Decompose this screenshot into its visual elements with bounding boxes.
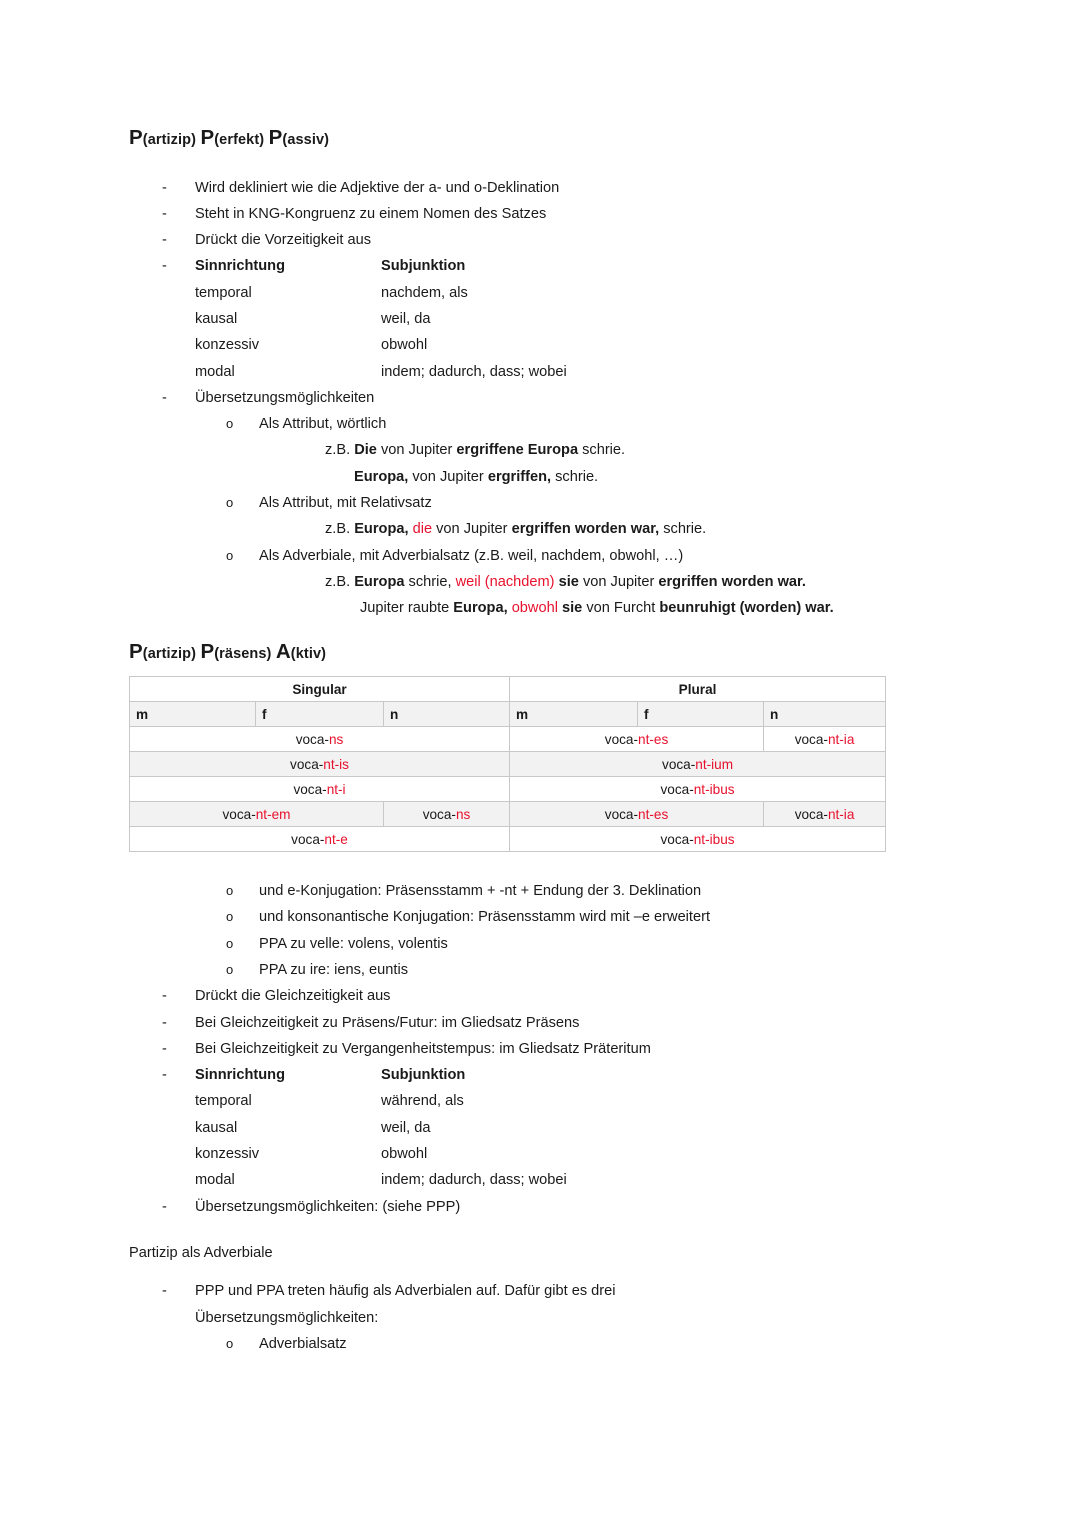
list-item-uebersetzung — [129, 1194, 929, 1220]
paradigm-gender-pl-m: m — [510, 702, 638, 727]
paradigm-cell-ending: nt-es — [638, 806, 669, 822]
list-item-label: PPP und PPA treten häufig als Adverbialen auf. Dafür gibt es drei — [195, 1283, 616, 1300]
example-segment: schrie. — [578, 442, 626, 459]
example-line — [129, 516, 929, 542]
heading-ppp-letter-1: P — [129, 126, 143, 149]
example-segment: von Jupiter — [408, 468, 488, 485]
heading-ppa-paren-2: (räsens) — [214, 645, 272, 662]
sinnrichtung-row — [129, 306, 929, 332]
list-item-label: Drückt die Vorzeitigkeit aus — [195, 232, 372, 249]
example-line — [129, 437, 929, 463]
example-red-segment: die — [412, 521, 433, 538]
paradigm-gender-header-row — [130, 702, 886, 727]
list-item-label: Steht in KNG-Kongruenz zu einem Nomen des Satzes — [195, 205, 547, 222]
sub-list-item-label: und e-Konjugation: Präsensstamm + -nt + Endung der 3. Deklination — [259, 883, 702, 900]
paradigm-header-plural: Plural — [510, 677, 886, 702]
dash-marker: - — [162, 1198, 167, 1215]
list-item-sinnrichtung-header — [129, 1062, 929, 1088]
circle-marker: o — [226, 495, 234, 511]
sub-list-item — [129, 411, 929, 437]
paradigm-cell — [384, 802, 510, 827]
example-bold-segment: Europa, — [354, 521, 409, 538]
paradigm-gender-pl-n: n — [764, 702, 886, 727]
dash-marker: - — [162, 232, 167, 249]
heading-ppp-letter-2: P — [200, 126, 215, 149]
example-bold-segment: Europa, — [453, 600, 508, 617]
sub-list-item-label: Als Attribut, mit Relativsatz — [259, 495, 432, 512]
paradigm-cell-ending: nt-em — [255, 806, 291, 822]
heading-ppa-letter-1: P — [129, 639, 143, 663]
paradigm-cell-ending: nt-is — [323, 756, 349, 772]
sub-list-item — [129, 1331, 929, 1357]
sinnrichtung-row-right: indem; dadurch, dass; wobei — [381, 363, 567, 380]
sub-list-item — [129, 931, 929, 957]
circle-marker: o — [226, 909, 234, 925]
example-segment: schrie, — [404, 573, 456, 590]
paradigm-cell — [764, 727, 886, 752]
paradigm-cell-stem: voca- — [604, 731, 639, 747]
list-item — [129, 1036, 929, 1062]
document-content — [129, 128, 929, 1357]
example-bold-segment: Die — [354, 442, 377, 459]
dash-marker: - — [162, 988, 167, 1005]
list-item-label: Bei Gleichzeitigkeit zu Präsens/Futur: im Gliedsatz Präsens — [195, 1014, 580, 1031]
heading-ppa — [129, 639, 929, 663]
ppa-paradigm-table — [129, 676, 886, 852]
dash-marker: - — [162, 1283, 167, 1300]
paradigm-cell-ending: nt-ia — [827, 731, 855, 747]
list-item-label: Übersetzungsmöglichkeiten: (siehe PPP) — [195, 1198, 461, 1215]
sinnrichtung-header-right: Subjunktion — [381, 1067, 466, 1084]
example-segment: schrie. — [551, 468, 599, 485]
sub-list-item — [129, 543, 929, 569]
sinnrichtung-row-left: konzessiv — [195, 337, 260, 354]
sinnrichtung-row — [129, 1115, 929, 1141]
paradigm-cell-stem: voca- — [604, 806, 639, 822]
paradigm-cell — [510, 827, 886, 852]
example-red-segment: weil (nachdem) — [455, 573, 555, 590]
dash-marker: - — [162, 205, 167, 222]
circle-marker: o — [226, 416, 234, 432]
paradigm-cell-stem: voca- — [422, 806, 456, 822]
list-item — [129, 227, 929, 253]
paradigm-cell-ending: ns — [455, 806, 471, 822]
sinnrichtung-header-left: Sinnrichtung — [195, 258, 285, 275]
spacer — [129, 622, 929, 642]
sinnrichtung-row — [129, 1167, 929, 1193]
paradigm-number-header-row — [130, 677, 886, 702]
example-prefix: z.B. — [325, 442, 355, 459]
spacer — [129, 1220, 929, 1240]
sinnrichtung-row-right: weil, da — [381, 310, 431, 327]
spacer — [129, 163, 929, 175]
sinnrichtung-row-right: indem; dadurch, dass; wobei — [381, 1172, 567, 1189]
paradigm-cell — [510, 752, 886, 777]
example-line — [129, 595, 929, 621]
sinnrichtung-row-right: nachdem, als — [381, 284, 468, 301]
dash-marker: - — [162, 258, 167, 275]
dash-marker: - — [162, 389, 167, 406]
paradigm-cell-stem: voca- — [291, 831, 325, 847]
sub-list-item — [129, 904, 929, 930]
heading-ppp-letter-3: P — [268, 126, 283, 149]
paradigm-row — [130, 777, 886, 802]
paradigm-gender-sg-f: f — [256, 702, 384, 727]
sinnrichtung-header-left: Sinnrichtung — [195, 1067, 285, 1084]
paradigm-cell-stem: voca- — [295, 731, 329, 747]
circle-marker: o — [226, 547, 234, 563]
paradigm-table-body — [130, 677, 886, 852]
sinnrichtung-row — [129, 359, 929, 385]
heading-ppp-paren-2: (erfekt) — [214, 132, 265, 148]
sub-list-item — [129, 957, 929, 983]
heading-ppa-paren-1: (artizip) — [142, 645, 197, 662]
list-item-sinnrichtung-header — [129, 253, 929, 279]
paradigm-cell-stem: voca- — [222, 806, 256, 822]
sinnrichtung-row-left: kausal — [195, 1119, 238, 1136]
list-item-label: Wird dekliniert wie die Adjektive der a- und o-Deklination — [195, 179, 560, 196]
paradigm-cell-stem: voca- — [794, 731, 828, 747]
sub-list-item — [129, 490, 929, 516]
circle-marker: o — [226, 883, 234, 899]
example-bold-segment: ergriffen, — [487, 468, 552, 485]
sub-list-item-label: PPA zu ire: iens, euntis — [259, 961, 408, 978]
example-segment: von Jupiter — [578, 573, 659, 590]
list-item — [129, 1010, 929, 1036]
paradigm-cell-stem: voca- — [293, 781, 327, 797]
dash-marker: - — [162, 1040, 167, 1057]
list-item — [129, 201, 929, 227]
paradigm-cell — [510, 777, 886, 802]
dash-marker: - — [162, 179, 167, 196]
sinnrichtung-row-right: obwohl — [381, 337, 428, 354]
section-title-adverbiale: Partizip als Adverbiale — [129, 1244, 273, 1261]
paradigm-cell-stem: voca- — [660, 831, 694, 847]
example-bold-segment: sie — [558, 573, 579, 590]
heading-ppa-letter-3: A — [275, 639, 291, 663]
example-bold-segment: ergriffen worden war, — [511, 521, 660, 538]
sinnrichtung-row-right: obwohl — [381, 1146, 428, 1163]
example-segment: schrie. — [659, 521, 707, 538]
example-prefix: z.B. — [325, 521, 355, 538]
sinnrichtung-row-left: temporal — [195, 284, 252, 301]
paradigm-cell-ending: nt-ibus — [693, 831, 735, 847]
paradigm-cell-ending: nt-ium — [695, 756, 734, 772]
paradigm-gender-sg-n: n — [384, 702, 510, 727]
list-item-uebersetzung — [129, 385, 929, 411]
example-bold-segment: ergriffen worden war. — [658, 573, 806, 590]
list-item — [129, 1278, 929, 1304]
sinnrichtung-row — [129, 1088, 929, 1114]
sinnrichtung-row-left: konzessiv — [195, 1146, 260, 1163]
sinnrichtung-header-right: Subjunktion — [381, 258, 466, 275]
dash-marker: - — [162, 1014, 167, 1031]
sinnrichtung-row-left: modal — [195, 363, 235, 380]
paradigm-cell-ending: nt-e — [324, 831, 348, 847]
example-line — [129, 569, 929, 595]
paradigm-cell — [130, 777, 510, 802]
paradigm-cell-ending: ns — [328, 731, 344, 747]
paradigm-cell — [764, 802, 886, 827]
paradigm-cell-stem: voca- — [290, 756, 324, 772]
sub-list-item-label: Als Attribut, wörtlich — [259, 416, 387, 433]
paradigm-cell — [130, 827, 510, 852]
sinnrichtung-row-left: kausal — [195, 310, 238, 327]
heading-ppa-paren-3: (ktiv) — [290, 645, 327, 662]
dash-marker: - — [162, 1067, 167, 1084]
example-bold-segment: sie — [562, 600, 583, 617]
list-item-label: Übersetzungsmöglichkeiten — [195, 389, 375, 406]
paradigm-row — [130, 727, 886, 752]
paradigm-cell-ending: nt-ibus — [693, 781, 735, 797]
example-bold-segment: beunruhigt (worden) war. — [659, 600, 834, 617]
example-bold-segment: Europa, — [354, 468, 409, 485]
paradigm-row — [130, 752, 886, 777]
paradigm-cell-ending: nt-es — [638, 731, 669, 747]
paradigm-cell — [130, 752, 510, 777]
paradigm-cell — [510, 727, 764, 752]
sinnrichtung-header-row — [195, 1062, 465, 1088]
paradigm-cell-ending: nt-ia — [827, 806, 855, 822]
heading-ppp — [129, 128, 929, 149]
sinnrichtung-row-left: temporal — [195, 1093, 252, 1110]
paradigm-cell-stem: voca- — [662, 756, 696, 772]
circle-marker: o — [226, 961, 234, 977]
example-line — [129, 464, 929, 490]
spacer — [129, 852, 929, 878]
sinnrichtung-row — [129, 332, 929, 358]
example-segment: Jupiter raubte — [360, 600, 454, 617]
heading-ppp-paren-3: (assiv) — [282, 132, 330, 148]
example-bold-segment: Europa — [354, 573, 405, 590]
sinnrichtung-row-left: modal — [195, 1172, 235, 1189]
heading-ppa-letter-2: P — [200, 639, 215, 663]
example-prefix: z.B. — [325, 573, 355, 590]
paradigm-header-singular: Singular — [130, 677, 510, 702]
sub-list-item — [129, 878, 929, 904]
list-item — [129, 983, 929, 1009]
paradigm-gender-sg-m: m — [130, 702, 256, 727]
example-segment: von Jupiter — [376, 442, 457, 459]
sub-list-item-label: PPA zu velle: volens, volentis — [259, 935, 448, 952]
sub-list-item-label: und konsonantische Konjugation: Präsensstamm wird mit –e erweitert — [259, 909, 711, 926]
paradigm-cell-stem: voca- — [794, 806, 828, 822]
heading-ppp-paren-1: (artizip) — [142, 132, 197, 148]
example-red-segment: obwohl — [511, 600, 558, 617]
paradigm-cell — [130, 727, 510, 752]
example-segment: von Jupiter — [432, 521, 512, 538]
example-segment: von Furcht — [582, 600, 660, 617]
list-item-label: Bei Gleichzeitigkeit zu Vergangenheitstempus: im Gliedsatz Präteritum — [195, 1040, 651, 1057]
spacer — [129, 1266, 929, 1278]
list-item — [129, 175, 929, 201]
sub-list-item-label: Adverbialsatz — [259, 1335, 347, 1352]
paradigm-cell-ending: nt-i — [326, 781, 346, 797]
paradigm-row — [130, 827, 886, 852]
sub-list-item-label: Als Adverbiale, mit Adverbialsatz (z.B. weil, nachdem, obwohl, …) — [259, 547, 684, 564]
list-item-label: Drückt die Gleichzeitigkeit aus — [195, 988, 391, 1005]
sinnrichtung-row-right: während, als — [381, 1093, 464, 1110]
paradigm-gender-pl-f: f — [638, 702, 764, 727]
paradigm-cell-stem: voca- — [660, 781, 694, 797]
circle-marker: o — [226, 935, 234, 951]
list-item-continuation: Übersetzungsmöglichkeiten: — [195, 1309, 379, 1326]
sinnrichtung-row-right: weil, da — [381, 1119, 431, 1136]
circle-marker: o — [226, 1335, 234, 1351]
sinnrichtung-header-row — [195, 253, 465, 279]
paradigm-row — [130, 802, 886, 827]
paradigm-cell — [130, 802, 384, 827]
example-bold-segment: ergriffene Europa — [456, 442, 579, 459]
sinnrichtung-row — [129, 280, 929, 306]
paradigm-cell — [510, 802, 764, 827]
sinnrichtung-row — [129, 1141, 929, 1167]
